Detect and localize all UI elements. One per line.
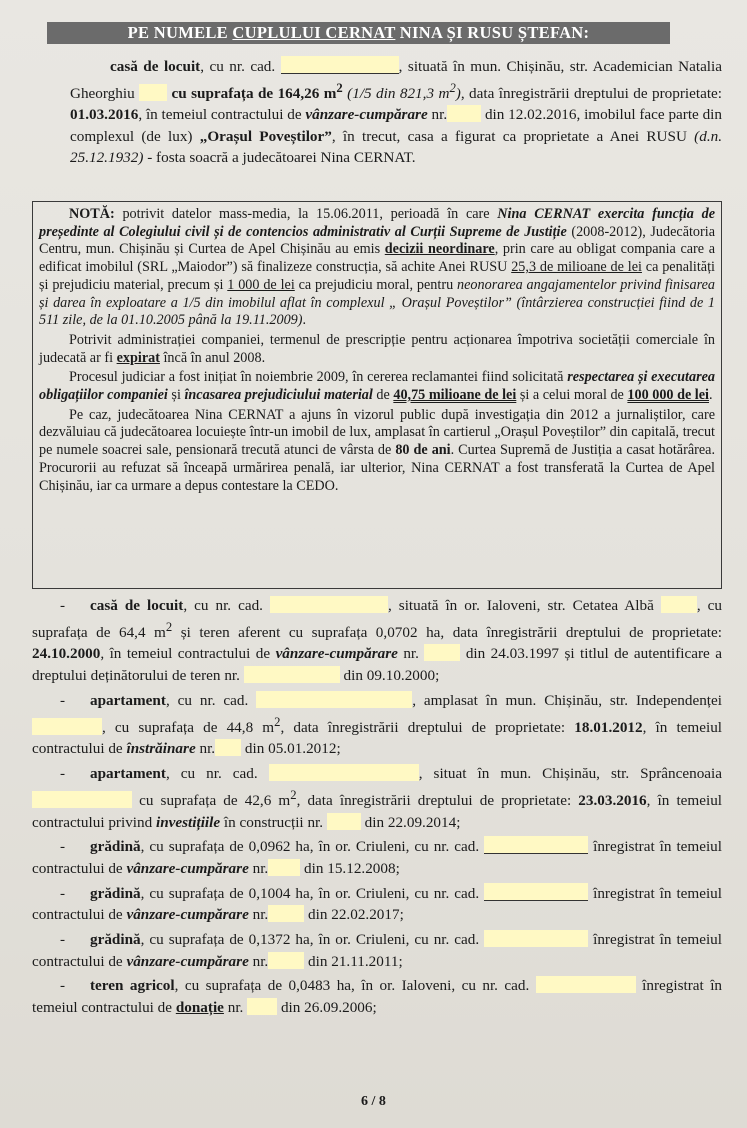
- list-item: - casă de locuit, cu nr. cad. , situată în or. Ialoveni, str. Cetatea Albă , cu suprafața de 64,4 $m^2$ și teren aferent cu suprafața 0,0702 ha, data înregistrării dreptului de proprietate: 24.10.2000, în temeiul contractului de vânzare-cumpărare nr. din 24.03.1997 și titlul de autentificare a dreptului deținătorului de teren nr. din 09.10.2000;: [32, 597, 722, 685]
- redaction: [327, 813, 361, 830]
- header-underlined: CUPLULUI CERNAT: [232, 23, 396, 42]
- redaction: [269, 764, 419, 781]
- redaction: [661, 596, 697, 613]
- property-list: [32, 595, 722, 1022]
- redaction: [424, 644, 460, 661]
- redaction: [268, 905, 304, 922]
- note-box: [32, 201, 722, 589]
- page-number: 6 / 8: [361, 1094, 386, 1109]
- redaction: [484, 883, 588, 901]
- redaction: [484, 836, 588, 854]
- list-item: - apartament, cu nr. cad. , amplasat în mun. Chișinău, str. Independenței , cu suprafața de 44,8 $m^2$, data înregistrării dreptului de proprietate: 18.01.2012, în temeiul contractului de înstrăinare nr. din 05.01.2012;: [32, 691, 723, 758]
- redaction: [247, 998, 277, 1015]
- list-item: - grădină, cu suprafața de 0,0962 ha, în or. Criuleni, cu nr. cad. înregistrat în temeiul contractului de vânzare-cumpărare nr. din 15.12.2008;: [32, 838, 722, 877]
- redaction: [256, 691, 412, 708]
- redaction: [270, 596, 388, 613]
- redaction: [536, 976, 636, 993]
- redaction: [281, 56, 399, 74]
- note-paragraph-4: Pe caz, judecătoarea Nina CERNAT a ajuns în vizorul public după investigația din 2012 a jurnaliștilor, care dezvăluiau că judecătoarea locuiește într-un imobil de lux, amplasat în cartierul „Orașul Poveștilor” din capitală, trecut pe numele soacrei sale, pensionară trecută atunci de vârsta de 80 de ani. Curtea Supremă de Justiția a casat hotărârea. Procurorii au refuzat să înceapă urmărirea penală, iar ulterior, Nina CERNAT a fost transferată la Curtea de Apel Chișinău, iar ca urmare a depus contestare la CEDO.: [39, 406, 715, 494]
- list-item: - teren agricol, cu suprafața de 0,0483 ha, în or. Ialoveni, cu nr. cad. înregistrat în temeiul contractului de donație nr. din 26.09.2006;: [32, 977, 723, 1017]
- note-paragraph-1: NOTĂ: potrivit datelor mass-media, la 15.06.2011, perioadă în care Nina CERNAT exercita funcția de președinte al Colegiului civil și de contencios administrativ al Curții Supreme de Justiție (2008-2012), Judecătoria Centru, mun. Chișinău și Curtea de Apel Chișinău au emis decizii neordinare, prin care au obligat compania care a edificat imobilul (SRL „Maiodor”) să finalizeze construcția, să achite Anei RUSU 25,3 de milioane de lei ca penalități și prejudiciu material, precum și 1 000 de lei ca prejudiciu moral, pentru neonorarea angajamentelor privind finisarea și darea în exploatare a 1/5 din imobilul aflat în complexul „ Orașul Poveștilor” (întârzierea construcției fiind de 1 511 zile, de la 01.10.2005 până la 19.11.2009).: [39, 206, 716, 329]
- redaction: [215, 739, 241, 756]
- redaction: [484, 930, 588, 947]
- note-paragraph-2: Potrivit administrației companiei, termenul de prescripție pentru acționarea împotriva societății comerciale în judecată ar fi expirat încă în anul 2008.: [39, 331, 715, 366]
- list-item: - grădină, cu suprafața de 0,1372 ha, în or. Criuleni, cu nr. cad. înregistrat în temeiul contractului de vânzare-cumpărare nr. din 21.11.2011;: [32, 931, 722, 970]
- redaction: [139, 84, 167, 101]
- note-paragraph-3: Procesul judiciar a fost inițiat în noiembrie 2009, în cererea reclamantei fiind solicitată respectarea și executarea obligațiilor companiei și încasarea prejudiciului material de 40,75 milioane de lei și a celui moral de 100 000 de lei.: [39, 369, 715, 404]
- redaction: [447, 105, 481, 122]
- redaction: [268, 859, 300, 876]
- redaction: [32, 718, 102, 735]
- intro-paragraph: casă de locuit, cu nr. cad. , situată în mun. Chișinău, str. Academician Natalia Gheorghiu cu suprafața de 164,26 $m^2$ (1/5 din 821,3 $m^2$), data înregistrării dreptului de proprietate: 01.03.2016, în temeiul contractului de vânzare-cumpărare nr. din 12.02.2016, imobilul face parte din complexul (de lux) „Orașul Poveștilor”, în trecut, casa a figurat ca proprietate a Anei RUSU (d.n. 25.12.1932) - fosta soacră a judecătoarei Nina CERNAT.: [70, 58, 723, 167]
- redaction: [32, 791, 132, 808]
- list-item: - grădină, cu suprafața de 0,1004 ha, în or. Criuleni, cu nr. cad. înregistrat în temeiul contractului de vânzare-cumpărare nr. din 22.02.2017;: [32, 884, 722, 924]
- redaction: [244, 666, 340, 683]
- list-item: - apartament, cu nr. cad. , situat în mun. Chișinău, str. Sprâncenoaia cu suprafața de 42,6 $m^2$, data înregistrării dreptului de proprietate: 23.03.2016, în temeiul contractului privind investițiile în construcții nr. din 22.09.2014;: [32, 765, 723, 831]
- redaction: [268, 952, 304, 969]
- section-header: PE NUMELE CUPLULUI CERNAT NINA ȘI RUSU ȘTEFAN:: [47, 22, 670, 44]
